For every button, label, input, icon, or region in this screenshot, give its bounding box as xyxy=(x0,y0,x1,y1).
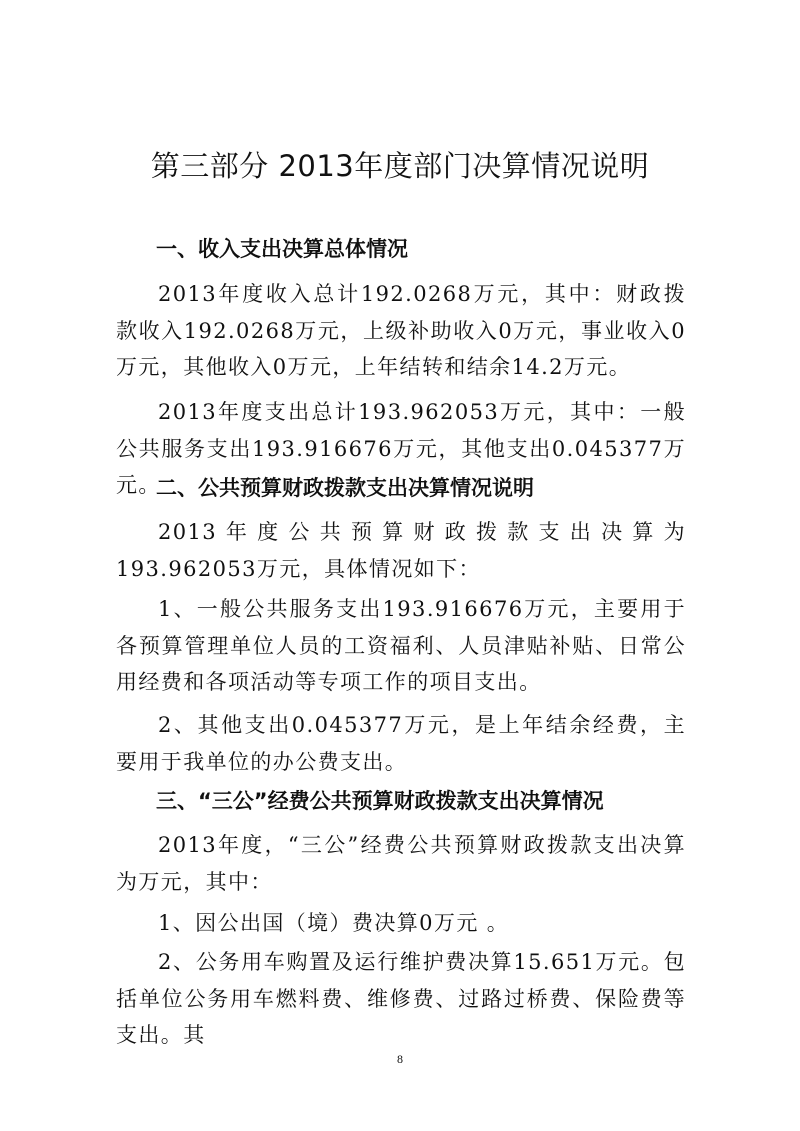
page-title: 第三部分 2013年度部门决算情况说明 xyxy=(150,149,650,183)
paragraph-overseas-travel: 1、因公出国（境）费决算0万元 。 xyxy=(158,911,510,935)
paragraph-total-income: 2013年度收入总计192.0268万元，其中：财政拨款收入192.0268万元，上级补助收入0万元，事业收入0万元，其他收入0万元，上年结转和结余14.2万元。 xyxy=(116,282,686,379)
paragraph-three-public-expenses-total: 2013年度，“三公”经费公共预算财政拨款支出决算为万元，其中： xyxy=(116,833,686,894)
paragraph-appropriation-total: 2013年度公共预算财政拨款支出决算为193.962053万元，具体情况如下： xyxy=(116,520,686,581)
page-number: 8 xyxy=(397,1052,403,1066)
paragraph-general-public-services: 1、一般公共服务支出193.916676万元，主要用于各预算管理单位人员的工资福利、人员津贴补贴、日常公用经费和各项活动等专项工作的项目支出。 xyxy=(116,597,686,694)
paragraph-total-expenditure: 2013年度支出总计193.962053万元，其中：一般公共服务支出193.916676万元，其他支出0.045377万元。 xyxy=(116,400,686,497)
section-heading-income-expenditure-overview: 一、收入支出决算总体情况 xyxy=(156,237,408,261)
paragraph-other-expenditure: 2、其他支出0.045377万元，是上年结余经费，主要用于我单位的办公费支出。 xyxy=(116,713,686,774)
section-heading-three-public-expenses: 三、“三公”经费公共预算财政拨款支出决算情况 xyxy=(156,789,604,813)
section-heading-public-budget-appropriation: 二、公共预算财政拨款支出决算情况说明 xyxy=(156,476,534,500)
paragraph-official-vehicles: 2、公务用车购置及运行维护费决算15.651万元。包括单位公务用车燃料费、维修费、过路过桥费、保险费等支出。其 xyxy=(116,950,686,1047)
